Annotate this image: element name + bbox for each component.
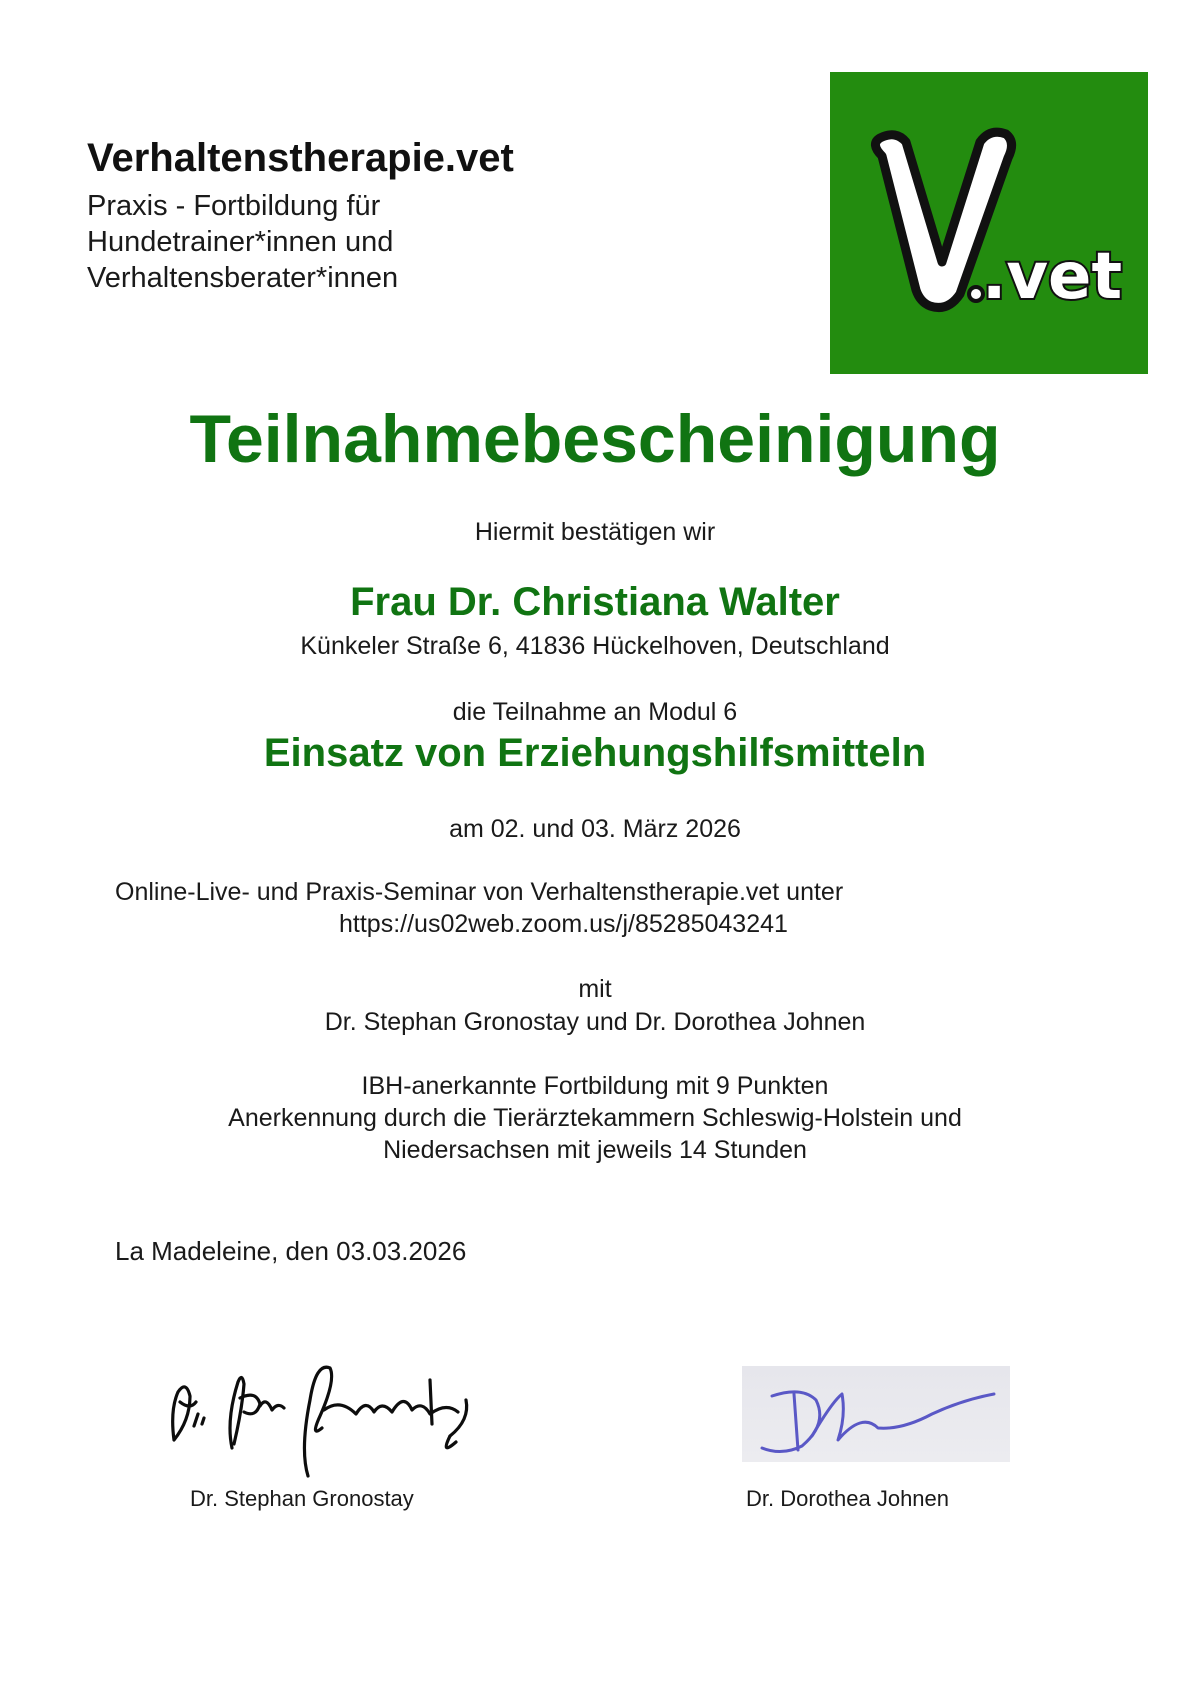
seminar-description: Online-Live- und Praxis-Seminar von Verhaltenstherapie.vet unter (115, 878, 844, 906)
intro-text: Hiermit bestätigen wir (474, 518, 716, 546)
participant-name: Frau Dr. Christiana Walter (350, 580, 840, 624)
signature-gronostay (160, 1340, 500, 1480)
participant-address: Künkeler Straße 6, 41836 Hückelhoven, Deutschland (300, 632, 890, 660)
organization-title: Verhaltenstherapie.vet (87, 136, 514, 180)
accreditation-line-1: IBH-anerkannte Fortbildung mit 9 Punkten (361, 1072, 829, 1100)
vvet-logo-graphic (830, 72, 1148, 374)
module-intro: die Teilnahme an Modul 6 (452, 698, 738, 726)
certificate-title: Teilnahmebescheinigung (189, 401, 1001, 477)
organization-subtitle-line-3: Verhaltensberater*innen (87, 262, 399, 294)
vvet-logo (830, 72, 1148, 374)
instructors: Dr. Stephan Gronostay und Dr. Dorothea Johnen (324, 1008, 866, 1036)
logo-suffix-text: .vet (982, 240, 1123, 314)
seminar-dates: am 02. und 03. März 2026 (449, 815, 741, 843)
accreditation-line-2: Anerkennung durch die Tierärztekammern Schleswig-Holstein und (228, 1104, 962, 1132)
seminar-url[interactable]: https://us02web.zoom.us/j/85285043241 (339, 910, 788, 938)
with-label: mit (578, 975, 612, 1003)
organization-subtitle-line-2: Hundetrainer*innen und (87, 226, 394, 258)
place-and-date: La Madeleine, den 03.03.2026 (115, 1236, 467, 1266)
signature-johnen (742, 1366, 1010, 1462)
signatory-right-name: Dr. Dorothea Johnen (746, 1486, 950, 1511)
organization-subtitle-line-1: Praxis - Fortbildung für (87, 190, 381, 222)
accreditation-line-3: Niedersachsen mit jeweils 14 Stunden (383, 1136, 807, 1164)
module-title: Einsatz von Erziehungshilfsmitteln (263, 731, 927, 775)
signatory-left-name: Dr. Stephan Gronostay (190, 1486, 414, 1511)
